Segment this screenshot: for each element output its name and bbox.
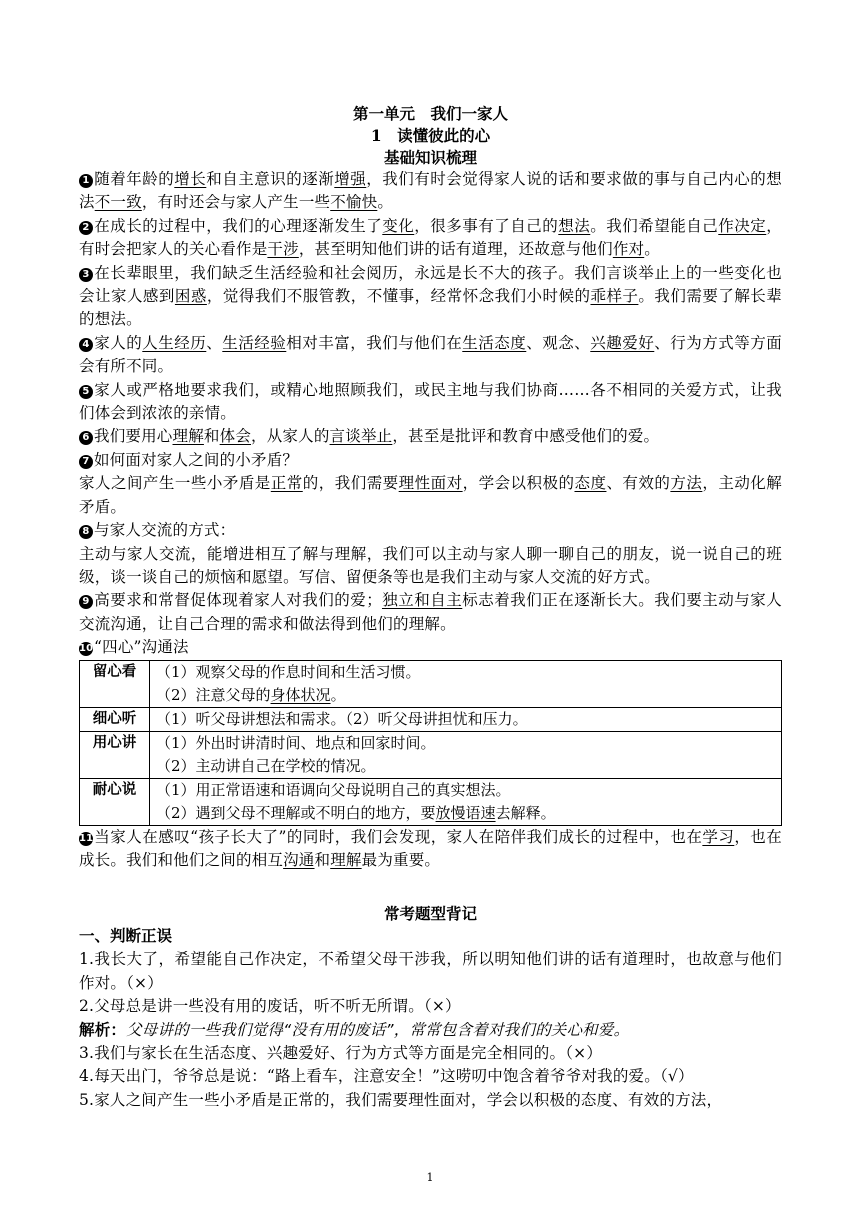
- exam-explanation: [79, 1019, 782, 1042]
- four-hearts-table: [79, 660, 782, 826]
- table-line: [156, 708, 775, 731]
- key-term: 人生经历: [142, 333, 207, 352]
- key-term: 增长: [174, 170, 207, 188]
- table-line: [156, 661, 775, 684]
- knowledge-points: [79, 168, 782, 660]
- unit-title: 第一单元 我们一家人: [352, 104, 508, 123]
- text-run: 我们要用心: [94, 427, 173, 446]
- table-value-cell: [150, 660, 782, 707]
- text-run: （2）注意父母的: [156, 685, 271, 704]
- text-run: ，学会以积极的: [462, 474, 575, 493]
- knowledge-point: [79, 449, 782, 472]
- text-run: 和自主意识的逐渐: [206, 170, 335, 188]
- key-term: 理性面对: [398, 474, 463, 493]
- table-row: [80, 731, 782, 778]
- text-run: 。: [377, 193, 394, 212]
- lesson-title: 1 读懂彼此的心: [370, 126, 491, 145]
- circled-number-badge: 4: [79, 338, 93, 352]
- text-run: ，觉得我们不服管教，不懂事，经常怀念我们小时候的: [206, 287, 591, 306]
- table-row: [80, 707, 782, 731]
- text-run: 主动与家人交流，能增进相互了解与理解，我们可以主动与家人聊一聊自己的朋友，说一说自己的班级，谈一谈自己的烦恼和愿望。写信、留便条等也是我们主动与家人交流的好方式。: [79, 544, 782, 586]
- exam-item: 5.家人之间产生一些小矛盾是正常的，我们需要理性面对，学会以积极的态度、有效的方法，: [79, 1090, 723, 1109]
- text-run: ，甚至是批评和教育中感受他们的爱。: [392, 427, 660, 446]
- knowledge-point: [79, 168, 782, 215]
- key-term: 增强: [334, 170, 367, 188]
- text-run: （1）用正常语速和语调向父母说明自己的真实想法。: [156, 780, 511, 799]
- key-term: 不一致: [94, 193, 142, 212]
- key-term: 身体状况: [270, 685, 331, 704]
- knowledge-point: [79, 262, 782, 332]
- text-run: 当家人在感叹“孩子长大了”的同时，我们会发现，家人在陪伴我们成长的过程中，也在: [94, 827, 703, 846]
- text-run: ，也在成长。我们和他们之间的相互: [79, 827, 782, 869]
- table-line: [156, 755, 775, 778]
- knowledge-point: [79, 472, 782, 519]
- table-line: [156, 779, 775, 802]
- exam-subheading: 一、判断正误: [79, 927, 173, 946]
- circled-number-badge: 9: [79, 595, 93, 609]
- text-run: ，从家人的: [251, 427, 330, 446]
- key-term: 想法: [558, 216, 591, 235]
- knowledge-point: [79, 332, 782, 379]
- key-term: 不愉快: [330, 193, 378, 212]
- table-row: [80, 660, 782, 707]
- text-run: ，很多事有了自己的: [414, 216, 559, 235]
- text-run: 在成长的过程中，我们的心理逐渐发生了: [94, 216, 383, 235]
- knowledge-point: [79, 826, 782, 873]
- text-run: 标志着我们正在逐渐长大。我们要主动与家人交流沟通，让自己合理的需求和做法得到他们的理解。: [79, 591, 782, 633]
- text-run: 高要求和常督促体现着家人对我们的爱；: [94, 591, 382, 610]
- text-run: 、有效的: [606, 474, 671, 493]
- text-run: ，有时会把家人的关心看作是: [79, 216, 782, 259]
- exam-items: [79, 948, 782, 1112]
- text-run: 家人之间产生一些小矛盾是: [79, 474, 271, 493]
- document-page: [79, 103, 782, 1112]
- text-run: 与家人交流的方式：: [94, 521, 236, 540]
- text-run: 、观念、: [526, 333, 591, 352]
- knowledge-point-11: [79, 826, 782, 873]
- text-run: 和: [203, 427, 220, 446]
- key-term: 沟通: [283, 850, 315, 869]
- circled-number-badge: 2: [79, 221, 93, 235]
- explanation-text: 父母讲的一些我们觉得“没有用的废话”，常常包含着对我们的关心和爱。: [126, 1020, 630, 1039]
- key-term: 生活态度: [462, 333, 527, 352]
- table-value-cell: [150, 778, 782, 825]
- knowledge-point: [79, 589, 782, 636]
- exam-item: 2.父母总是讲一些没有用的废话，听不听无所谓。（×）: [79, 997, 461, 1016]
- page-number: 1: [426, 1171, 434, 1184]
- section-title: 基础知识梳理: [383, 148, 477, 167]
- text-run: 家人的: [94, 333, 143, 352]
- table-value-cell: [150, 731, 782, 778]
- key-term: 学习: [702, 827, 735, 846]
- text-run: 。: [330, 685, 346, 704]
- key-term: 兴趣爱好: [590, 333, 655, 352]
- key-term: 体会: [219, 427, 252, 446]
- table-row: [80, 778, 782, 825]
- text-run: 。我们希望能自己: [590, 216, 719, 235]
- exam-item: 1.我长大了，希望能自己作决定，不希望父母干涉我，所以明知他们讲的话有道理时，也故意与他们作对。（×）: [79, 950, 782, 992]
- key-term: 干涉: [267, 240, 299, 259]
- explanation-label: 解析：: [79, 1020, 127, 1039]
- text-run: （2）主动讲自己在学校的情况。: [156, 756, 376, 775]
- table-value-cell: [150, 707, 782, 731]
- text-run: 的，我们需要: [302, 474, 399, 493]
- circled-number-badge: 11: [79, 832, 94, 844]
- text-run: 去解释。: [495, 803, 556, 822]
- text-run: “四心”沟通法: [94, 638, 189, 657]
- key-term: 作决定: [718, 216, 767, 235]
- key-term: 变化: [382, 216, 415, 235]
- circled-number-badge: 3: [79, 268, 93, 282]
- text-run: （1）观察父母的作息时间和生活习惯。: [156, 662, 421, 681]
- exam-item: 4.每天出门，爷爷总是说：“路上看车，注意安全！”这唠叨中饱含着爷爷对我的爱。（√）: [79, 1067, 694, 1086]
- text-run: ，有时还会与家人产生一些: [141, 193, 331, 212]
- text-run: 家人或严格地要求我们，或精心地照顾我们，或民主地与我们协商……各不相同的关爱方式，让我们体会到浓浓的亲情。: [79, 380, 782, 423]
- text-run: ，主动化解矛盾。: [79, 474, 782, 516]
- knowledge-point: [79, 519, 782, 542]
- key-term: 态度: [574, 474, 607, 493]
- key-term: 乖样子: [590, 287, 639, 306]
- key-term: 方法: [670, 474, 703, 493]
- circled-number-badge: 7: [79, 455, 93, 469]
- text-run: 最为重要。: [361, 850, 441, 869]
- knowledge-point: [79, 425, 782, 448]
- key-term: 困惑: [174, 287, 207, 306]
- text-run: 和: [314, 850, 331, 869]
- text-run: 。: [644, 240, 660, 259]
- text-run: 随着年龄的: [94, 170, 175, 188]
- table-line: [156, 802, 775, 825]
- text-run: 。我们需要了解长辈的想法。: [79, 287, 782, 329]
- table-key-cell: 用心讲: [80, 731, 150, 778]
- knowledge-point: [79, 543, 782, 590]
- key-term: 理解: [172, 427, 204, 446]
- circled-number-badge: 5: [79, 385, 93, 399]
- text-run: （1）听父母讲想法和需求。（2）听父母讲担忧和压力。: [156, 709, 528, 728]
- table-key-cell: 细心听: [80, 707, 150, 731]
- key-term: 生活经验: [222, 333, 287, 352]
- text-run: 如何面对家人之间的小矛盾？: [94, 450, 299, 469]
- exam-heading: 常考题型背记: [383, 904, 477, 924]
- key-term: 作对: [612, 240, 645, 259]
- key-term: 理解: [330, 850, 362, 869]
- text-run: ，我们有时会觉得家人说的话和要求做的事与自己内心的想法: [79, 170, 782, 212]
- key-term: 正常: [270, 474, 303, 493]
- exam-item: 3.我们与家长在生活态度、兴趣爱好、行为方式等方面是完全相同的。（×）: [79, 1043, 603, 1062]
- key-term: 放慢语速: [435, 803, 496, 822]
- circled-number-badge: 1: [79, 174, 93, 188]
- circled-number-badge: 6: [79, 431, 93, 445]
- table-line: [156, 732, 775, 755]
- text-run: （1）外出时讲清时间、地点和回家时间。: [156, 733, 436, 752]
- key-term: 言谈举止: [329, 427, 393, 446]
- table-key-cell: 留心看: [80, 660, 150, 707]
- circled-number-badge: 10: [79, 643, 94, 655]
- text-run: 在长辈眼里，我们缺乏生活经验和社会阅历，永远是长不大的孩子。我们言谈举止上的一些变化也会让家人感到: [79, 263, 782, 306]
- table-key-cell: 耐心说: [80, 778, 150, 825]
- knowledge-point: [79, 379, 782, 426]
- text-run: ，甚至明知他们讲的话有道理，还故意与他们: [298, 240, 613, 259]
- text-run: （2）遇到父母不理解或不明白的地方，要: [156, 803, 436, 822]
- key-term: 独立和自主: [381, 591, 463, 610]
- knowledge-point: [79, 215, 782, 262]
- circled-number-badge: 8: [79, 525, 93, 539]
- text-run: 相对丰富，我们与他们在: [286, 333, 463, 352]
- text-run: 、行为方式等方面会有所不同。: [79, 333, 782, 376]
- text-run: 、: [206, 333, 223, 352]
- knowledge-point: [79, 636, 782, 659]
- table-line: [156, 684, 775, 707]
